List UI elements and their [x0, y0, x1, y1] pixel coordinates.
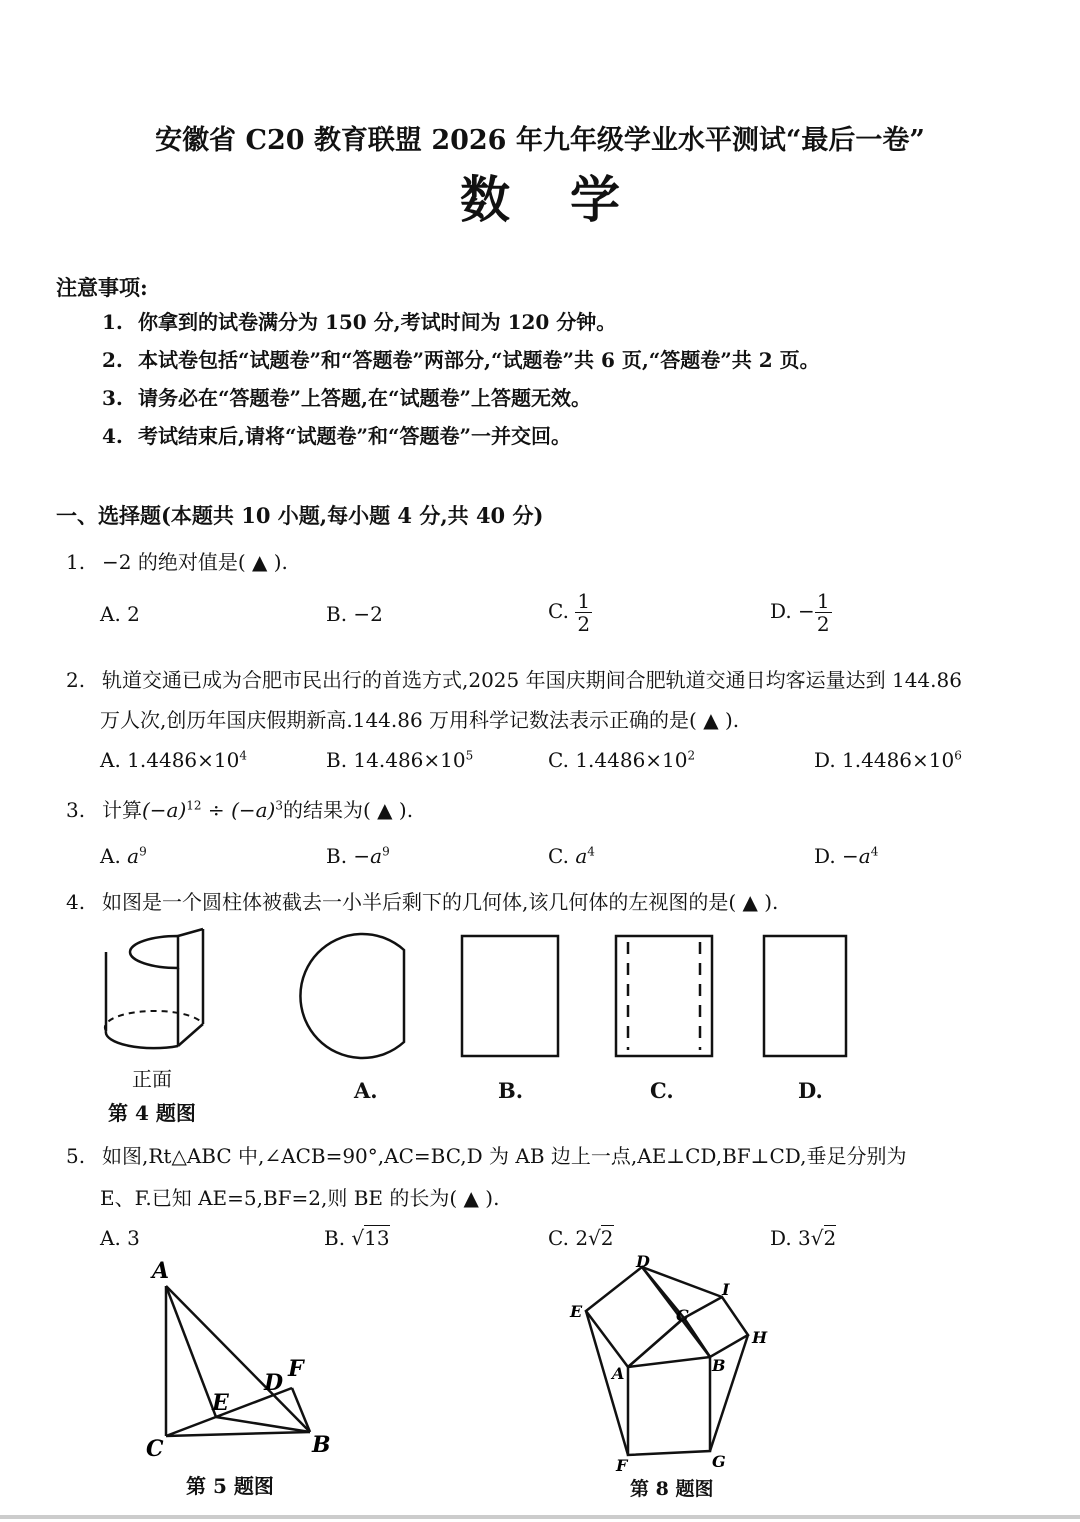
q8-figure-caption: 第 8 题图 [630, 1478, 714, 1500]
q2-option-b: B. $14.486\times 10^5$ [326, 748, 474, 772]
q4-front-label: 正面 [132, 1067, 172, 1091]
q3-option-d: D. $-a^4$ [814, 844, 879, 868]
question-2-stem: 2. 轨道交通已成为合肥市民出行的首选方式,2025 年国庆期间合肥轨道交通日均客运量达到 144.86 [66, 668, 962, 692]
q1-option-a: A. 2 [100, 602, 140, 626]
q3-option-c: C. $a^4$ [548, 844, 595, 868]
q3-option-b: B. $-a^9$ [326, 844, 390, 868]
q1-option-d: D. − $\frac{1}{2}$ [770, 589, 830, 636]
q1-option-b: B. −2 [326, 602, 383, 626]
question-1-stem: 1. −2 的绝对值是( ▲ ). [66, 550, 288, 574]
fig8-label-g: G [712, 1452, 726, 1471]
notice-item: 4. 考试结束后,请将“试题卷”和“答题卷”一并交回。 [102, 424, 571, 448]
question-5-stem-line2: E、F.已知 AE=5,BF=2,则 BE 的长为( ▲ ). [100, 1186, 500, 1210]
question-3-stem: 3. 计算$(-a)^{12} \div (-a)^3$的结果为( ▲ ). [66, 798, 414, 822]
q5-figure-caption: 第 5 题图 [186, 1474, 274, 1498]
question-4-stem: 4. 如图是一个圆柱体被截去一小半后剩下的几何体,该几何体的左视图的是( ▲ ). [66, 890, 779, 914]
fig8-label-h: H [752, 1328, 768, 1347]
fig5-label-c: C [146, 1436, 164, 1462]
q4-figure-caption: 第 4 题图 [108, 1101, 196, 1125]
subject-title: 数学 [460, 170, 680, 229]
fig8-label-b: B [712, 1356, 726, 1375]
q4-option-d-figure [762, 934, 848, 1058]
notice-item: 1. 你拿到的试卷满分为 150 分,考试时间为 120 分钟。 [102, 310, 617, 334]
q3-option-a: A. $a^9$ [100, 844, 147, 868]
fig8-label-d: D [636, 1252, 650, 1271]
fig5-label-b: B [312, 1432, 331, 1458]
section-heading: 一、选择题(本题共 10 小题,每小题 4 分,共 40 分) [56, 503, 544, 528]
q5-option-b: B. √13 [324, 1226, 390, 1250]
q5-option-d: D. 3√2 [770, 1226, 837, 1250]
fig5-label-f: F [288, 1356, 304, 1382]
q2-option-a: A. $1.4486\times 10^4$ [100, 748, 247, 772]
fig5-label-d: D [264, 1370, 284, 1396]
fig8-label-f: F [616, 1456, 628, 1475]
fig8-label-c: C [676, 1306, 689, 1325]
q4-option-b-figure [460, 934, 560, 1058]
q4-option-d-label: D. [798, 1078, 823, 1103]
q5-option-a: A. 3 [100, 1226, 140, 1250]
q4-solid-figure [100, 926, 220, 1056]
notice-heading: 注意事项: [56, 275, 148, 300]
q4-option-a-figure [300, 930, 410, 1060]
q1-option-c: C. $\frac{1}{2}$ [548, 589, 591, 636]
page-bottom-edge [0, 1515, 1080, 1519]
q8-squares-figure [560, 1252, 800, 1475]
notice-item: 3. 请务必在“答题卷”上答题,在“试题卷”上答题无效。 [102, 386, 591, 410]
q5-option-c: C. 2√2 [548, 1226, 614, 1250]
question-2-stem-line2: 万人次,创历年国庆假期新高.144.86 万用科学记数法表示正确的是( ▲ ). [100, 708, 740, 732]
q4-option-c-figure [614, 934, 714, 1058]
q4-option-b-label: B. [498, 1078, 524, 1103]
exam-title: 安徽省 C20 教育联盟 2026 年九年级学业水平测试“最后一卷” [155, 125, 925, 156]
q4-option-c-label: C. [650, 1078, 674, 1103]
fig8-label-a: A [612, 1364, 625, 1383]
q2-option-d: D. $1.4486\times 10^6$ [814, 748, 962, 772]
fig8-label-i: I [722, 1280, 730, 1299]
fig8-label-e: E [570, 1302, 583, 1321]
fig5-label-e: E [212, 1390, 229, 1416]
question-5-stem: 5. 如图,Rt△ABC 中,∠ACB=90°,AC=BC,D 为 AB 边上一点,AE⊥CD,BF⊥CD,垂足分别为 [66, 1144, 907, 1168]
notice-item: 2. 本试卷包括“试题卷”和“答题卷”两部分,“试题卷”共 6 页,“答题卷”共 2 页。 [102, 348, 820, 372]
q2-option-c: C. $1.4486\times 10^2$ [548, 748, 696, 772]
q5-triangle-figure [140, 1260, 340, 1460]
fig5-label-a: A [152, 1258, 170, 1284]
q4-option-a-label: A. [354, 1078, 378, 1103]
